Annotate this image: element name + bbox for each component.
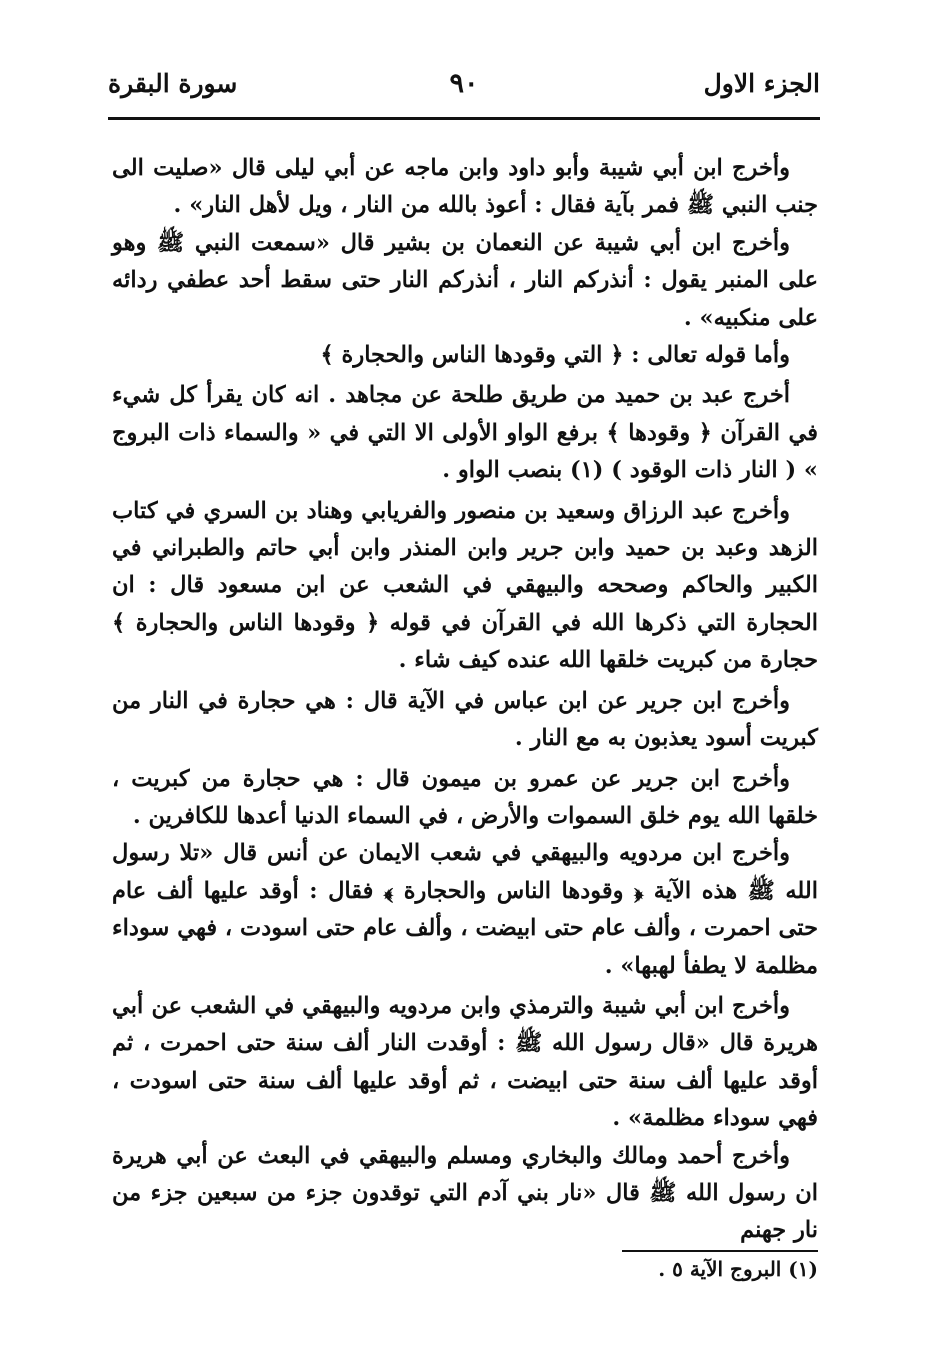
paragraph: أخرج عبد بن حميد من طريق طلحة عن مجاهد . انه كان يقرأ كل شيء في القرآن ﴿ وقودها ﴾ برفع الواو الأولى الا التي في « والسماء ذات البروج » ( النار ذات الوقود ) (١) بنصب الواو . bbox=[112, 382, 818, 484]
page-number: ٩٠ bbox=[449, 67, 479, 99]
page-header bbox=[108, 60, 820, 106]
paragraph: وأخرج ابن مردويه والبيهقي في شعب الايمان عن أنس قال «تلا رسول الله ﷺ هذه الآية ﴿ وقودها الناس والحجارة ﴾ فقال : أوقد عليها ألف عام حتى احمرت ، وألف عام حتى ابيضت ، وألف عام حتى اسودت ، فهي سوداء مظلمة لا يطفأ لهبها» . bbox=[112, 840, 818, 979]
part-title: الجزء الاول bbox=[703, 68, 820, 98]
surah-title: سورة البقرة bbox=[108, 68, 238, 98]
paragraph: وأما قوله تعالى : ﴿ التي وقودها الناس والحجارة ﴾ bbox=[320, 342, 790, 369]
paragraph: وأخرج عبد الرزاق وسعيد بن منصور والفريابي وهناد بن السري في كتاب الزهد وعبد بن حميد وابن جرير وابن المنذر وابن أبي حاتم والطبراني في الكبير والحاكم وصححه والبيهقي في الشعب عن ابن مسعود قال : ان الحجارة التي ذكرها الله في القرآن في قوله ﴿ وقودها الناس والحجارة ﴾ حجارة من كبريت خلقها الله عنده كيف شاء . bbox=[112, 497, 818, 674]
body-text bbox=[112, 150, 818, 1250]
paragraph: وأخرج ابن جرير عن عمرو بن ميمون قال : هي حجارة من كبريت ، خلقها الله يوم خلق السموات والأرض ، في السماء الدنيا أعدها للكافرين . bbox=[112, 765, 818, 829]
paragraph: وأخرج أحمد ومالك والبخاري ومسلم والبيهقي في البعث عن أبي هريرة ان رسول الله ﷺ قال «نار بني آدم التي توقدون جزء من سبعين جزء من نار جهنم bbox=[112, 1142, 818, 1244]
footnote-divider bbox=[622, 1250, 818, 1252]
header-divider bbox=[108, 117, 820, 120]
paragraph: وأخرج ابن أبي شيبة وأبو داود وابن ماجه عن أبي ليلى قال «صليت الى جنب النبي ﷺ فمر بآية فقال : أعوذ بالله من النار ، ويل لأهل النار» . bbox=[112, 155, 818, 219]
paragraph: وأخرج ابن أبي شيبة والترمذي وابن مردويه والبيهقي في الشعب عن أبي هريرة قال «قال رسول الله ﷺ : أوقدت النار ألف سنة حتى احمرت ، ثم أوقد عليها ألف سنة حتى ابيضت ، ثم أوقد عليها ألف سنة حتى اسودت ، فهي سوداء مظلمة» . bbox=[112, 992, 818, 1132]
footnote: (١) البروج الآية ٥ . bbox=[658, 1257, 818, 1281]
paragraph: وأخرج ابن جرير عن ابن عباس في الآية قال : هي حجارة في النار من كبريت أسود يعذبون به مع النار . bbox=[112, 687, 818, 752]
paragraph: وأخرج ابن أبي شيبة عن النعمان بن بشير قال «سمعت النبي ﷺ وهو على المنبر يقول : أنذركم النار ، أنذركم النار حتى سقط أحد عطفي ردائه على منكبيه» . bbox=[112, 229, 818, 331]
